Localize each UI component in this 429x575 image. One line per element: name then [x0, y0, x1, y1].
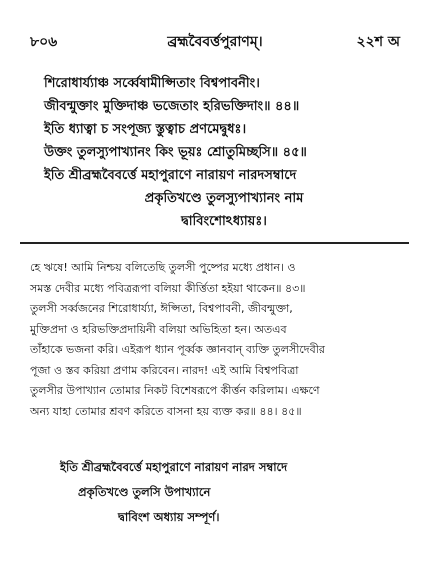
colophon-line: দ্বাবিংশ অধ্যায় সম্পূর্ণ। — [118, 510, 220, 524]
verse-line: দ্বাবিংশোঽধ্যায়ঃ। — [181, 214, 267, 229]
page-header — [30, 30, 400, 52]
translation-line: তুলসীর উপাখ্যান তোমার নিকট বিশেষরূপে কীর্ত্তন করিলাম। এক্ষণে — [30, 384, 320, 397]
sanskrit-verses — [44, 72, 404, 233]
colophon-line: প্রকৃতিখণ্ডে তুলসি উপাখ্যানে — [78, 485, 211, 499]
translation-line: অন্য যাহা তোমার শ্রবণ করিতে বাসনা হয় ব্যক্ত কর॥ ৪৪। ৪৫॥ — [30, 404, 302, 418]
translation-line: তাঁহাকে ভজনা করি। এইরূপ ধ্যান পূর্ব্বক জ্ঞানবান্ ব্যক্তি তুলসীদেবীর — [30, 343, 325, 356]
bengali-translation — [30, 258, 406, 422]
verse-line: ইতি শ্রীব্রহ্মবৈবর্ত্তে মহাপুরাণে নারায়ণ নারদসম্বাদে — [44, 168, 297, 183]
section-divider — [20, 242, 409, 244]
translation-line: মুক্তিপ্রদা ও হরিভক্তিপ্রদায়িনী বলিয়া অভিহিতা হন। অতএব — [30, 322, 287, 336]
verse-line: প্রকৃতিখণ্ডে তুলস্যুপাখ্যানং নাম — [144, 191, 304, 206]
chapter-colophon — [60, 455, 370, 530]
translation-line: তুলসী সর্ব্বজনের শিরোধার্য্যা, ঈপ্সিতা, বিশ্বপাবনী, জীবন্মুক্তা, — [30, 302, 293, 315]
page-title: ব্রহ্মবৈবর্ত্তপুরাণম্। — [167, 34, 263, 50]
verse-line: শিরোধার্য্যাঞ্চ সর্ব্বেষামীপ্সিতাং বিশ্বপাবনীং। — [44, 76, 260, 91]
page-number: ৮০৬ — [30, 34, 58, 50]
translation-line: হে ঋষে! আমি নিশ্চয় বলিতেছি তুলসী পুষ্পের মধ্যে প্রধান। ও — [30, 261, 296, 274]
colophon-line: ইতি শ্রীব্রহ্মবৈবর্ত্তে মহাপুরাণে নারায়ণ নারদ সম্বাদে — [60, 460, 288, 474]
chapter-marker: ২২শ অ — [356, 34, 400, 50]
translation-line: সমস্ত দেবীর মধ্যে পবিত্ররূপা বলিয়া কীর্ত্তিতা হইয়া থাকেন॥ ৪৩॥ — [30, 281, 306, 295]
verse-line: উক্তং তুলস্যুপাখ্যানং কিং ভূয়ঃ শ্রোতুমিচ্ছসি॥ ৪৫॥ — [44, 145, 307, 160]
translation-line: পূজা ও স্তব করিয়া প্রণাম করিবেন। নারদ! এই আমি বিশ্বপবিত্রা — [30, 363, 299, 377]
verse-line: ইতি ধ্যাত্বা চ সংপূজ্য স্তুত্বাচ প্রণমেদ্বুধঃ। — [44, 122, 247, 137]
verse-line: জীবন্মুক্তাং মুক্তিদাঞ্চ ভজেতাং হরিভক্তিদাং॥ ৪৪॥ — [44, 99, 300, 114]
